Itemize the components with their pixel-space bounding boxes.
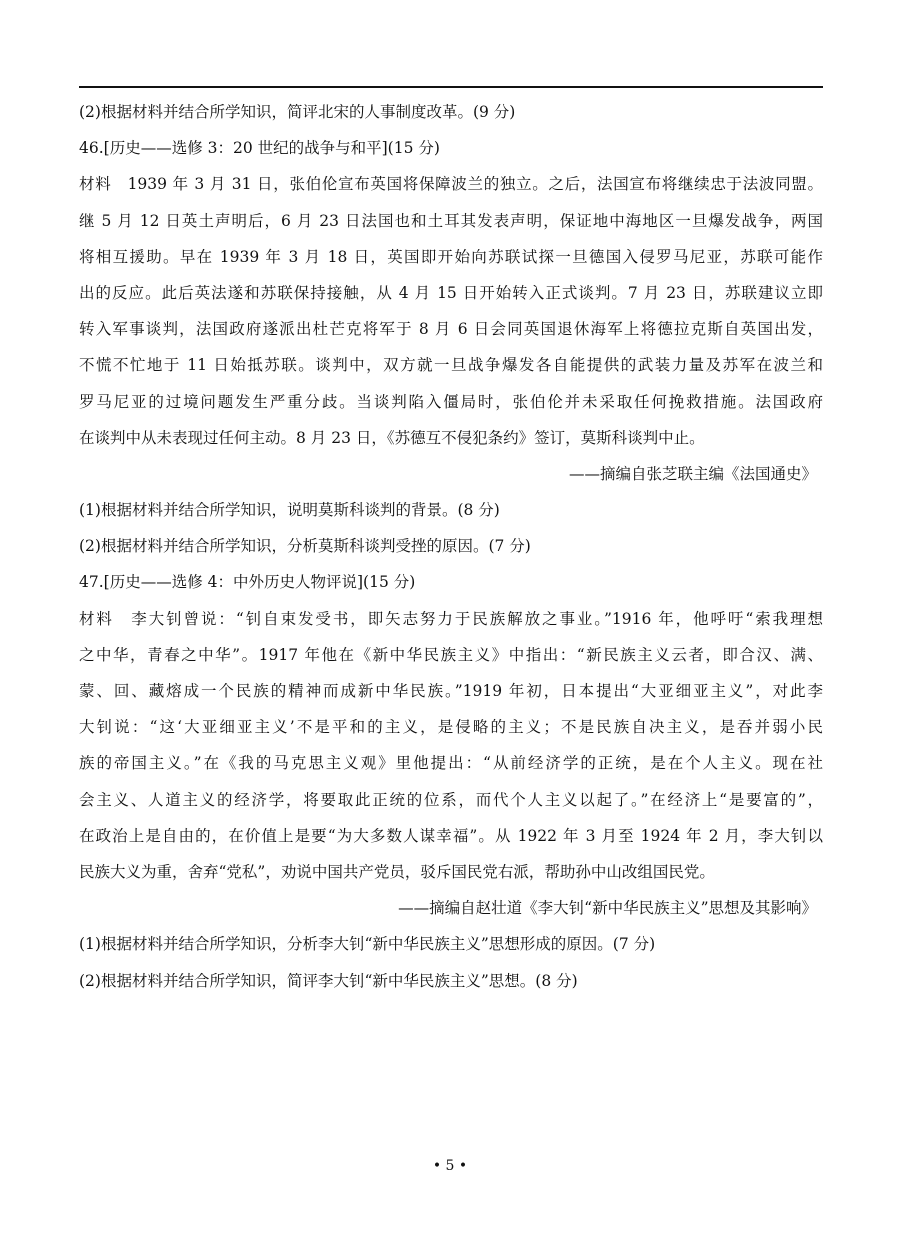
- question-47-heading: 47.[历史——选修 4：中外历史人物评说](15 分): [79, 573, 416, 592]
- material-47-line-2: 之中华，青春之中华”。1917 年他在《新中华民族主义》中指出：“新民族主义云者，即合汉、满、: [79, 645, 823, 664]
- material-46-line-6: 不慌不忙地于 11 日始抵苏联。谈判中，双方就一旦战争爆发各自能提供的武装力量及苏军在波兰和: [79, 356, 823, 375]
- material-46-source: ——摘编自张芝联主编《法国通史》: [568, 464, 817, 483]
- material-46-line-3: 将相互援助。早在 1939 年 3 月 18 日，英国即开始向苏联试探一旦德国入侵罗马尼亚，苏联可能作: [79, 247, 823, 266]
- material-46-line-5: 转入军事谈判，法国政府遂派出杜芒克将军于 8 月 6 日会同英国退休海军上将德拉克斯自英国出发，: [79, 320, 823, 339]
- material-47-line-6: 会主义、人道主义的经济学，将要取此正统的位系，而代个人主义以起了。”在经济上“是要富的”，: [79, 790, 823, 809]
- material-47-source: ——摘编自赵壮道《李大钊“新中华民族主义”思想及其影响》: [398, 899, 817, 918]
- question-45-part-2: (2)根据材料并结合所学知识，简评北宋的人事制度改革。(9 分): [79, 103, 516, 121]
- material-47-line-4: 大钊说：“这‘大亚细亚主义’不是平和的主义，是侵略的主义；不是民族自决主义，是吞并弱小民: [79, 718, 823, 737]
- question-47-part-2: (2)根据材料并结合所学知识，简评李大钊“新中华民族主义”思想。(8 分): [79, 971, 578, 990]
- material-46-line-2: 继 5 月 12 日英土声明后，6 月 23 日法国也和土耳其发表声明，保证地中海地区一旦爆发战争，两国: [79, 211, 823, 230]
- material-47-line-3: 蒙、回、藏熔成一个民族的精神而成新中华民族。”1919 年初，日本提出“大亚细亚主义”，对此李: [79, 682, 823, 700]
- material-46-line-1: 材料 1939 年 3 月 31 日，张伯伦宣布英国将保障波兰的独立。之后，法国宣布将继续忠于法波同盟。: [79, 175, 823, 194]
- question-46-part-2: (2)根据材料并结合所学知识，分析莫斯科谈判受挫的原因。(7 分): [79, 537, 531, 556]
- material-46-line-7: 罗马尼亚的过境问题发生严重分歧。当谈判陷入僵局时，张伯伦并未采取任何挽救措施。法国政府: [79, 392, 823, 411]
- question-46-part-1: (1)根据材料并结合所学知识，说明莫斯科谈判的背景。(8 分): [79, 501, 500, 520]
- material-47-line-1: 材料 李大钊曾说：“钊自束发受书，即矢志努力于民族解放之事业。”1916 年，他呼吁“索我理想: [79, 609, 823, 628]
- material-47-line-7: 在政治上是自由的，在价值上是要“为大多数人谋幸福”。从 1922 年 3 月至 1924 年 2 月，李大钊以: [79, 826, 823, 845]
- question-47-part-1: (1)根据材料并结合所学知识，分析李大钊“新中华民族主义”思想形成的原因。(7 分): [79, 935, 656, 954]
- material-46-line-8: 在谈判中从未表现过任何主动。8 月 23 日，《苏德互不侵犯条约》签订，莫斯科谈判中止。: [79, 428, 705, 447]
- top-rule: [79, 86, 823, 88]
- material-46-line-4: 出的反应。此后英法遂和苏联保持接触，从 4 月 15 日开始转入正式谈判。7 月 23 日，苏联建议立即: [79, 283, 823, 302]
- material-47-line-5: 族的帝国主义。”在《我的马克思主义观》里他提出：“从前经济学的正统，是在个人主义。现在社: [79, 754, 823, 773]
- page-content: [79, 94, 823, 999]
- page-number: • 5 •: [432, 1158, 468, 1174]
- material-47-line-8: 民族大义为重，舍弃“党私”，劝说中国共产党员，驳斥国民党右派，帮助孙中山改组国民党。: [79, 862, 715, 881]
- question-46-heading: 46.[历史——选修 3：20 世纪的战争与和平](15 分): [79, 139, 440, 158]
